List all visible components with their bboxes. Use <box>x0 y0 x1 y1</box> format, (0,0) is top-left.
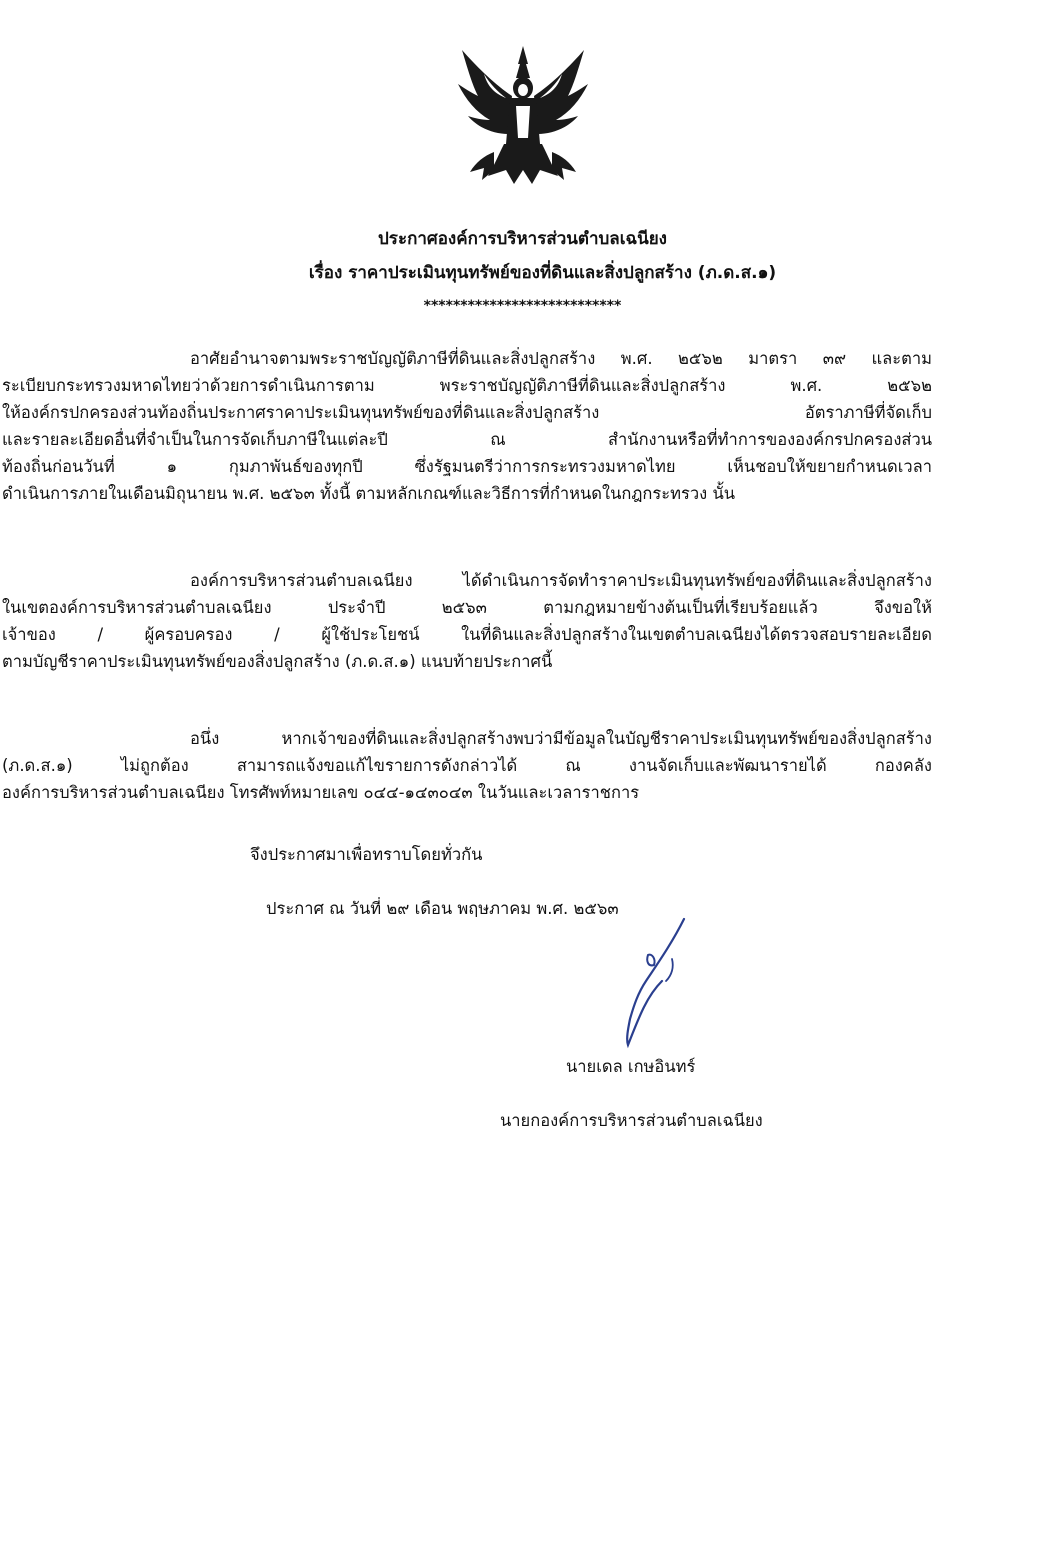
signer-name: นายเดล เกษอินทร์ <box>566 1057 696 1076</box>
paragraph-line: อาศัยอำนาจตามพระราชบัญญัติภาษีที่ดินและสิ่งปลูกสร้าง พ.ศ. ๒๕๖๒ มาตรา ๓๙ และตาม <box>190 349 932 368</box>
signature-image <box>612 915 692 1053</box>
paragraph-line: ดำเนินการภายในเดือนมิถุนายน พ.ศ. ๒๕๖๓ ทั้งนี้ ตามหลักเกณฑ์และวิธีการที่กำหนดในกฎกระทรวง นั้น <box>2 484 736 503</box>
announcement-subject: เรื่อง ราคาประเมินทุนทรัพย์ของที่ดินและสิ่งปลูกสร้าง (ภ.ด.ส.๑) <box>308 263 777 283</box>
announcement-date: ประกาศ ณ วันที่ ๒๙ เดือน พฤษภาคม พ.ศ. ๒๕๖๓ <box>266 899 619 918</box>
paragraph-line: ท้องถิ่นก่อนวันที่ ๑ กุมภาพันธ์ของทุกปี ซึ่งรัฐมนตรีว่าการกระทรวงมหาดไทย เห็นชอบให้ขยายกำหนดเวลา <box>2 457 932 476</box>
heading-separator: *************************** <box>423 298 622 314</box>
signer-position: นายกองค์การบริหารส่วนตำบลเฉนียง <box>500 1111 763 1130</box>
announcement-title: ประกาศองค์การบริหารส่วนตำบลเฉนียง <box>378 229 667 249</box>
paragraph-assessment <box>2 567 932 675</box>
garuda-emblem-icon <box>454 44 592 192</box>
paragraph-line: องค์การบริหารส่วนตำบลเฉนียง ได้ดำเนินการจัดทำราคาประเมินทุนทรัพย์ของที่ดินและสิ่งปลูกสร้าง <box>190 571 932 590</box>
paragraph-line: เจ้าของ / ผู้ครอบครอง / ผู้ใช้ประโยชน์ ในที่ดินและสิ่งปลูกสร้างในเขตตำบลเฉนียงได้ตรวจสอบรายละเอียด <box>2 625 932 644</box>
paragraph-line: ระเบียบกระทรวงมหาดไทยว่าด้วยการดำเนินการตาม พระราชบัญญัติภาษีที่ดินและสิ่งปลูกสร้าง พ.ศ. ๒๕๖๒ <box>2 376 932 395</box>
paragraph-authority <box>2 345 932 507</box>
paragraph-correction <box>2 725 932 806</box>
paragraph-line: ตามบัญชีราคาประเมินทุนทรัพย์ของสิ่งปลูกสร้าง (ภ.ด.ส.๑) แนบท้ายประกาศนี้ <box>2 652 553 671</box>
paragraph-line: ในเขตองค์การบริหารส่วนตำบลเฉนียง ประจำปี ๒๕๖๓ ตามกฎหมายข้างต้นเป็นที่เรียบร้อยแล้ว จึงขอให้ <box>2 598 932 617</box>
paragraph-line: องค์การบริหารส่วนตำบลเฉนียง โทรศัพท์หมายเลข ๐๔๔-๑๔๓๐๔๓ ในวันและเวลาราชการ <box>2 783 640 802</box>
paragraph-line: และรายละเอียดอื่นที่จำเป็นในการจัดเก็บภาษีในแต่ละปี ณ สำนักงานหรือที่ทำการขององค์กรปกครองส่วน <box>2 430 932 449</box>
paragraph-line: อนึ่ง หากเจ้าของที่ดินและสิ่งปลูกสร้างพบว่ามีข้อมูลในบัญชีราคาประเมินทุนทรัพย์ของสิ่งปลูกสร้าง <box>190 729 932 748</box>
paragraph-line: (ภ.ด.ส.๑) ไม่ถูกต้อง สามารถแจ้งขอแก้ไขรายการดังกล่าวได้ ณ งานจัดเก็บและพัฒนารายได้ กองคลัง <box>2 756 932 775</box>
closing-statement: จึงประกาศมาเพื่อทราบโดยทั่วกัน <box>250 845 483 864</box>
paragraph-line: ให้องค์กรปกครองส่วนท้องถิ่นประกาศราคาประเมินทุนทรัพย์ของที่ดินและสิ่งปลูกสร้าง อัตราภาษีที่จัดเก็บ <box>2 403 932 422</box>
